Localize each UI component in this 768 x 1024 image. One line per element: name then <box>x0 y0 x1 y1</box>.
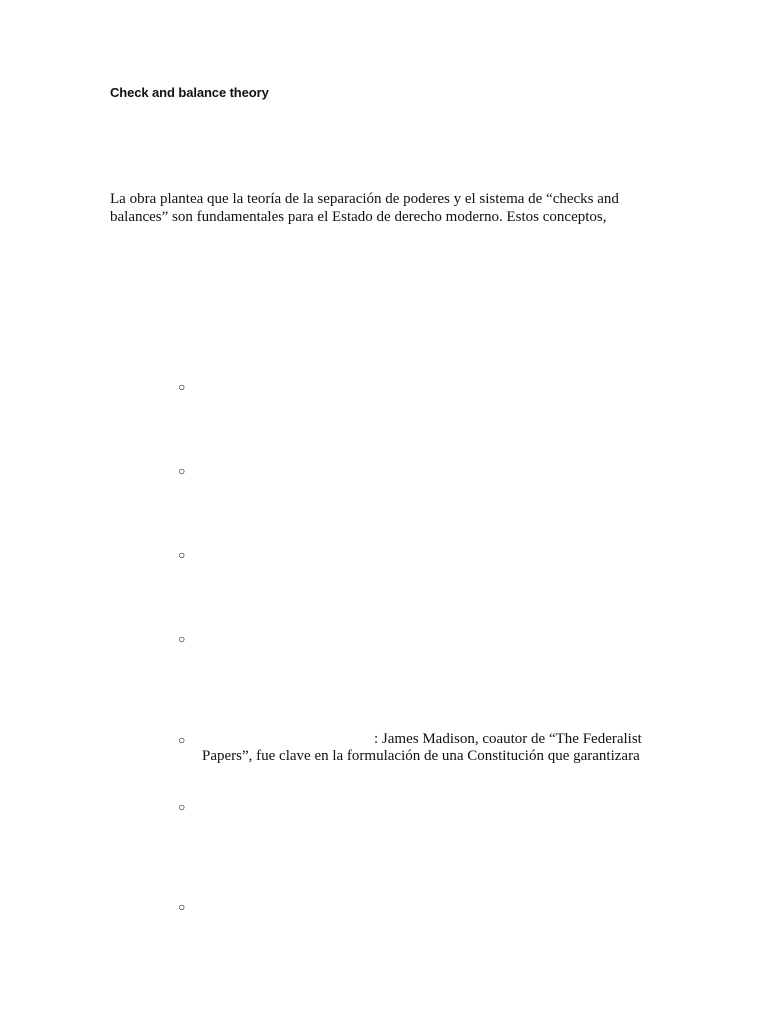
bullet-icon: ○ <box>178 733 186 747</box>
document-heading: Check and balance theory <box>110 85 269 100</box>
intro-line: balances” son fundamentales para el Estado de derecho moderno. Estos conceptos, <box>110 209 607 225</box>
bullet-icon: ○ <box>178 548 186 562</box>
madison-line-2: Papers”, fue clave en la formulación de una Constitución que garantizara <box>202 748 640 764</box>
bullet-icon: ○ <box>178 464 186 478</box>
madison-line-1: : James Madison, coautor de “The Federalist <box>374 731 642 747</box>
intro-paragraph <box>110 190 670 226</box>
bullet-icon: ○ <box>178 900 186 914</box>
intro-line: La obra plantea que la teoría de la separación de poderes y el sistema de “checks and <box>110 191 619 207</box>
bullet-icon: ○ <box>178 380 186 394</box>
bullet-icon: ○ <box>178 632 186 646</box>
bullet-icon: ○ <box>178 800 186 814</box>
